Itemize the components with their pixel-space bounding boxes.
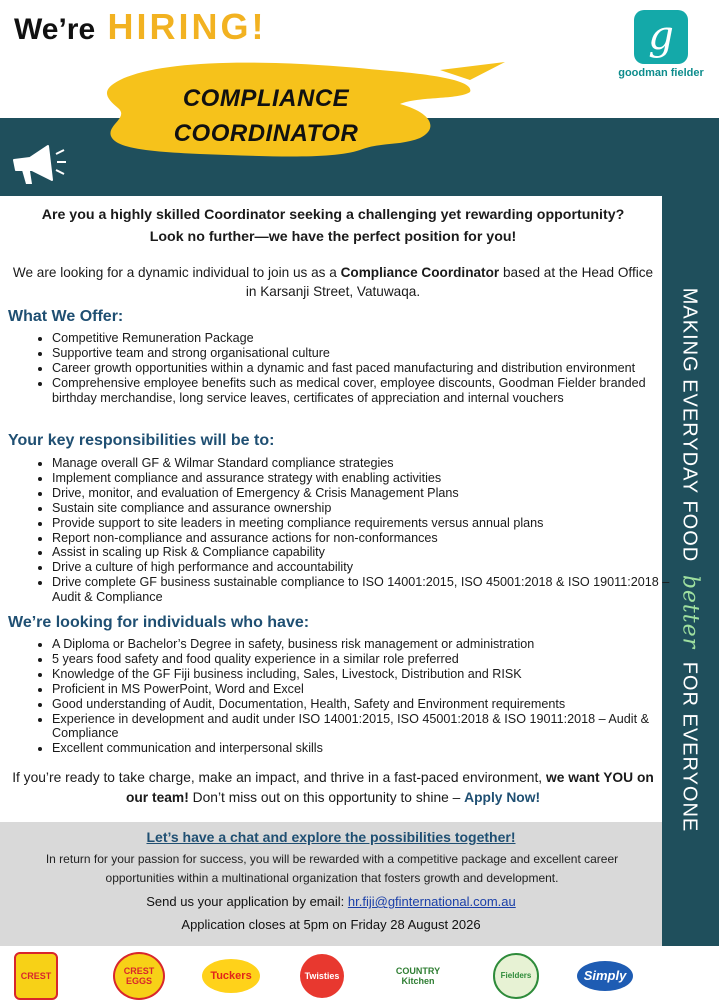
list-item: • Knowledge of the GF Fiji business including, Sales, Livestock, Distribution and RISK [52, 667, 672, 682]
closing-bold: we want YOU on our team! [125, 770, 654, 805]
closing-paragraph [8, 768, 658, 808]
brand-label: Fielders [493, 953, 539, 999]
brand-label: Tuckers [202, 959, 260, 993]
brand-logos-strip [0, 946, 719, 1007]
headline-hiring: HIRING! [107, 6, 267, 47]
intro-question [8, 204, 658, 248]
chat-title: Let’s have a chat and explore the possibilities together! [146, 829, 516, 845]
closing-date: Application closes at 5pm on Friday 28 August 2026 [181, 917, 481, 932]
tuckers-logo [200, 954, 262, 998]
slogan-start: MAKING EVERYDAY FOOD [678, 287, 701, 563]
intro-body-role: Compliance Coordinator [340, 265, 500, 280]
list-item: • Drive, monitor, and evaluation of Emergency & Crisis Management Plans [52, 486, 672, 501]
list-item: • A Diploma or Bachelor’s Degree in safety, business risk management or administration [52, 637, 672, 652]
closing-text1: If you’re ready to take charge, make an impact, and thrive in a fast-paced environment, [12, 770, 543, 785]
individuals-list [34, 637, 672, 756]
brand-label: COUNTRY Kitchen [395, 966, 441, 986]
brand-label: Twisties [300, 954, 344, 998]
twisties-logo [298, 954, 346, 998]
list-item: • 5 years food safety and food quality experience in a similar role preferred [52, 652, 672, 667]
list-item: • Good understanding of Audit, Documentation, Health, Safety and Environment requirements [52, 697, 672, 712]
offer-list [34, 331, 672, 406]
logo-mark: g [634, 10, 688, 64]
email-link[interactable]: hr.fiji@gfinternational.com.au [347, 894, 516, 909]
logo-name: goodman fielder [618, 67, 704, 79]
responsibilities-list [34, 456, 672, 605]
job-title-line2: COORDINATOR [173, 120, 359, 147]
list-item: • Excellent communication and interpersonal skills [52, 741, 672, 756]
intro-body-start: We are looking for a dynamic individual to join us as a [12, 265, 337, 280]
brand-label: CREST EGGS [113, 952, 165, 1000]
apply-now-text: Apply Now! [464, 790, 541, 805]
list-item: • Career growth opportunities within a dynamic and fast paced manufacturing and distribution environment [52, 361, 672, 376]
job-title-line1: COMPLIANCE [182, 85, 350, 112]
list-item: • Assist in scaling up Risk & Compliance capability [52, 545, 672, 560]
list-item: • Supportive team and strong organisational culture [52, 346, 672, 361]
intro-question-line1: Are you a highly skilled Coordinator seeking a challenging yet rewarding opportunity? [41, 207, 625, 223]
crest-eggs-logo [112, 954, 166, 998]
goodman-fielder-logo [606, 10, 716, 79]
offer-heading: What We Offer: [8, 308, 124, 325]
list-item: • Provide support to site leaders in meeting compliance requirements versus annual plans [52, 516, 672, 531]
list-item: • Experience in development and audit under ISO 14001:2015, ISO 45001:2018 & ISO 19011:2018 – Audit & Compliance [52, 712, 672, 742]
slogan-end: FOR EVERYONE [678, 661, 701, 833]
country-kitchen-logo [388, 954, 448, 998]
send-application-line [0, 894, 662, 909]
fielders-logo [492, 954, 540, 998]
list-item: • Competitive Remuneration Package [52, 331, 672, 346]
list-item: • Drive complete GF business sustainable compliance to ISO 14001:2015, ISO 45001:2018 & ISO 19011:2018 – Audit & Compliance [52, 575, 672, 605]
brand-label: Simply [577, 961, 633, 991]
list-item: • Sustain site compliance and assurance ownership [52, 501, 672, 516]
list-item: • Report non-compliance and assurance actions for non-conformances [52, 531, 672, 546]
simply-logo [576, 954, 634, 998]
individuals-heading: We’re looking for individuals who have: [8, 614, 310, 631]
headline-prefix: We’re [14, 13, 96, 46]
chat-body: In return for your passion for success, you will be rewarded with a competitive package and excellent career opportunities within a multinational organization that fosters growth and development. [45, 852, 619, 885]
intro-question-line2: Look no further—we have the perfect position for you! [149, 229, 517, 245]
megaphone-icon [8, 140, 68, 188]
list-item: • Manage overall GF & Wilmar Standard compliance strategies [52, 456, 672, 471]
brand-label: CREST [14, 952, 58, 1000]
intro-body [8, 263, 658, 301]
send-prefix: Send us your application by email: [146, 894, 345, 909]
slogan-script-word: better [677, 574, 703, 650]
closing-text2: Don’t miss out on this opportunity to shine – [192, 790, 461, 805]
intro-body-end: based at the Head Office in Karsanji Street, Vatuwaqa. [245, 265, 654, 299]
responsibilities-heading: Your key responsibilities will be to: [8, 432, 275, 449]
list-item: • Proficient in MS PowerPoint, Word and Excel [52, 682, 672, 697]
list-item: • Implement compliance and assurance strategy with enabling activities [52, 471, 672, 486]
side-slogan [678, 288, 703, 833]
crest-logo [12, 954, 60, 998]
list-item: • Comprehensive employee benefits such as medical cover, employee discounts, Goodman Fielder branded birthday merchandise, long service leaves, certificates of appreciation and internal vouchers [52, 376, 672, 406]
list-item: • Drive a culture of high performance and accountability [52, 560, 672, 575]
